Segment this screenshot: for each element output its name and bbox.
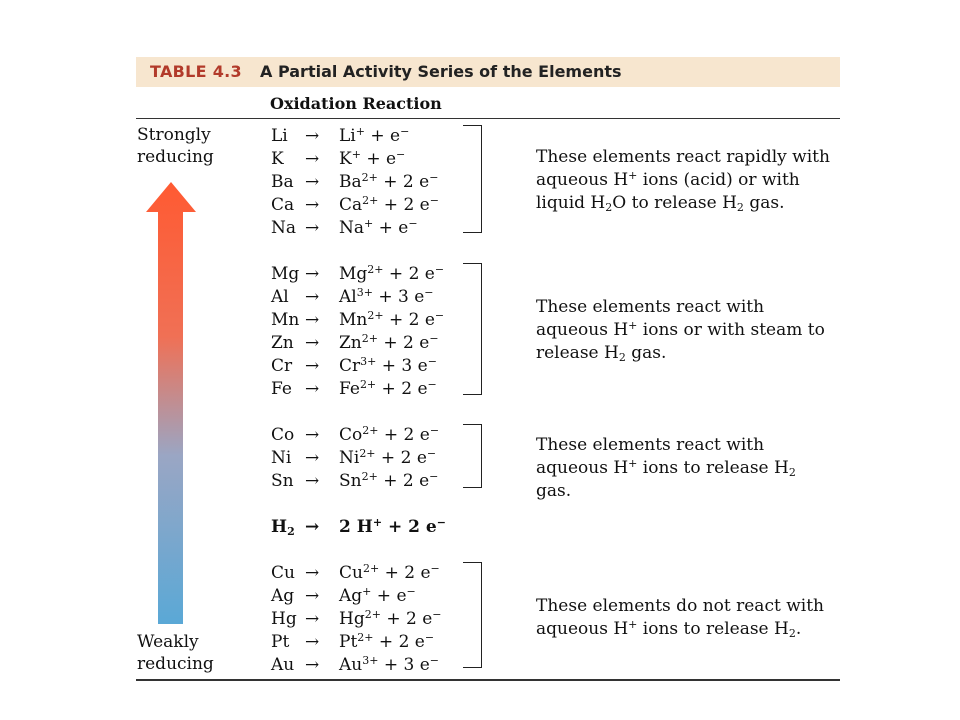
products: $Hg^{2+} + 2$ e− [339,608,442,629]
reactant: Fe [271,379,292,399]
reactant: Na [271,218,297,238]
reactant: K [271,149,284,169]
group-bracket [463,562,482,668]
products: $Pt^{2+} + 2$ e− [339,631,435,652]
reaction-arrow-icon: → [305,655,320,675]
reactant: Li [271,126,288,146]
label-line: Strongly [137,125,211,145]
products: $Ba^{2+} + 2$ e− [339,171,439,192]
note-line: These elements react rapidly with [536,147,830,167]
reaction-arrow-icon: → [305,471,320,491]
reaction-arrow-icon: → [305,195,320,215]
note-group-4 [536,595,836,641]
group-bracket [463,125,482,233]
reactant: Zn [271,333,294,353]
reactant: $H_2$ [271,517,295,538]
note-line: liquid $H_2O$ to release $H_2$ gas. [536,193,785,214]
products: $Ca^{2+} + 2$ e− [339,194,439,215]
reaction-arrow-icon: → [305,448,320,468]
note-line: release $H_2$ gas. [536,343,667,364]
reactant: Pt [271,632,290,652]
group-bracket [463,263,482,395]
products: K+ + e− [339,148,406,169]
reaction-arrow-icon: → [305,172,320,192]
note-line: These elements do not react with [536,596,824,616]
reaction-arrow-icon: → [305,126,320,146]
products: $Cr^{3+} + 3$ e− [339,355,437,376]
note-line: aqueous H+ ions to release $H_2$. [536,618,802,640]
products: $Mg^{2+} + 2$ e− [339,263,445,284]
reactant: Ba [271,172,294,192]
note-line: aqueous H+ ions to release $H_2$ gas. [536,457,796,501]
products: Na+ + e− [339,217,418,238]
group-bracket [463,424,482,488]
reactant: Cr [271,356,293,376]
note-line: These elements react with [536,435,765,455]
products: $Sn^{2+} + 2$ e− [339,470,439,491]
table-number: TABLE 4.3 [150,62,242,81]
note-line: aqueous H+ ions (acid) or with [536,169,800,190]
reaction-arrow-icon: → [305,310,320,330]
reaction-arrow-icon: → [305,356,320,376]
reaction-arrow-icon: → [305,264,320,284]
reactant: Cu [271,563,295,583]
reactant: Ni [271,448,292,468]
products: $Mn^{2+} + 2$ e− [339,309,445,330]
label-line: reducing [137,147,214,167]
reactant: Hg [271,609,297,629]
note-group-1 [536,146,836,215]
reactant: Al [271,287,289,307]
reaction-arrow-icon: → [305,218,320,238]
note-group-2 [536,296,836,365]
table-title: A Partial Activity Series of the Elements [260,62,622,81]
products: $Al^{3+} + 3$ e− [339,286,434,307]
reactant: Mn [271,310,300,330]
label-line: reducing [137,654,214,674]
column-header: Oxidation Reaction [270,94,442,113]
reactant: Mg [271,264,300,284]
products: $Cu^{2+} + 2$ e− [339,562,440,583]
reactant: Ag [271,586,295,606]
label-line: Weakly [137,632,199,652]
products: $Ni^{2+} + 2$ e− [339,447,437,468]
reactant: Au [271,655,295,675]
reaction-arrow-icon: → [305,333,320,353]
reaction-arrow-icon: → [305,586,320,606]
reactant: Ca [271,195,295,215]
products: $Au^{3+} + 3$ e− [339,654,440,675]
products: Ag+ + e− [339,585,416,606]
reaction-arrow-icon: → [305,517,320,537]
reaction-arrow-icon: → [305,287,320,307]
products: $Zn^{2+} + 2$ e− [339,332,439,353]
reactant: Sn [271,471,294,491]
reaction-arrow-icon: → [305,632,320,652]
note-line: These elements react with [536,297,765,317]
reaction-arrow-icon: → [305,379,320,399]
reaction-arrow-icon: → [305,563,320,583]
reaction-arrow-icon: → [305,425,320,445]
products: Li+ + e− [339,125,410,146]
reactant: Co [271,425,295,445]
products: 2 H+ + 2 e− [339,516,446,537]
products: $Co^{2+} + 2$ e− [339,424,440,445]
note-group-3 [536,434,836,503]
note-line: aqueous H+ ions or with steam to [536,319,825,340]
reaction-arrow-icon: → [305,149,320,169]
products: $Fe^{2+} + 2$ e− [339,378,437,399]
reaction-arrow-icon: → [305,609,320,629]
